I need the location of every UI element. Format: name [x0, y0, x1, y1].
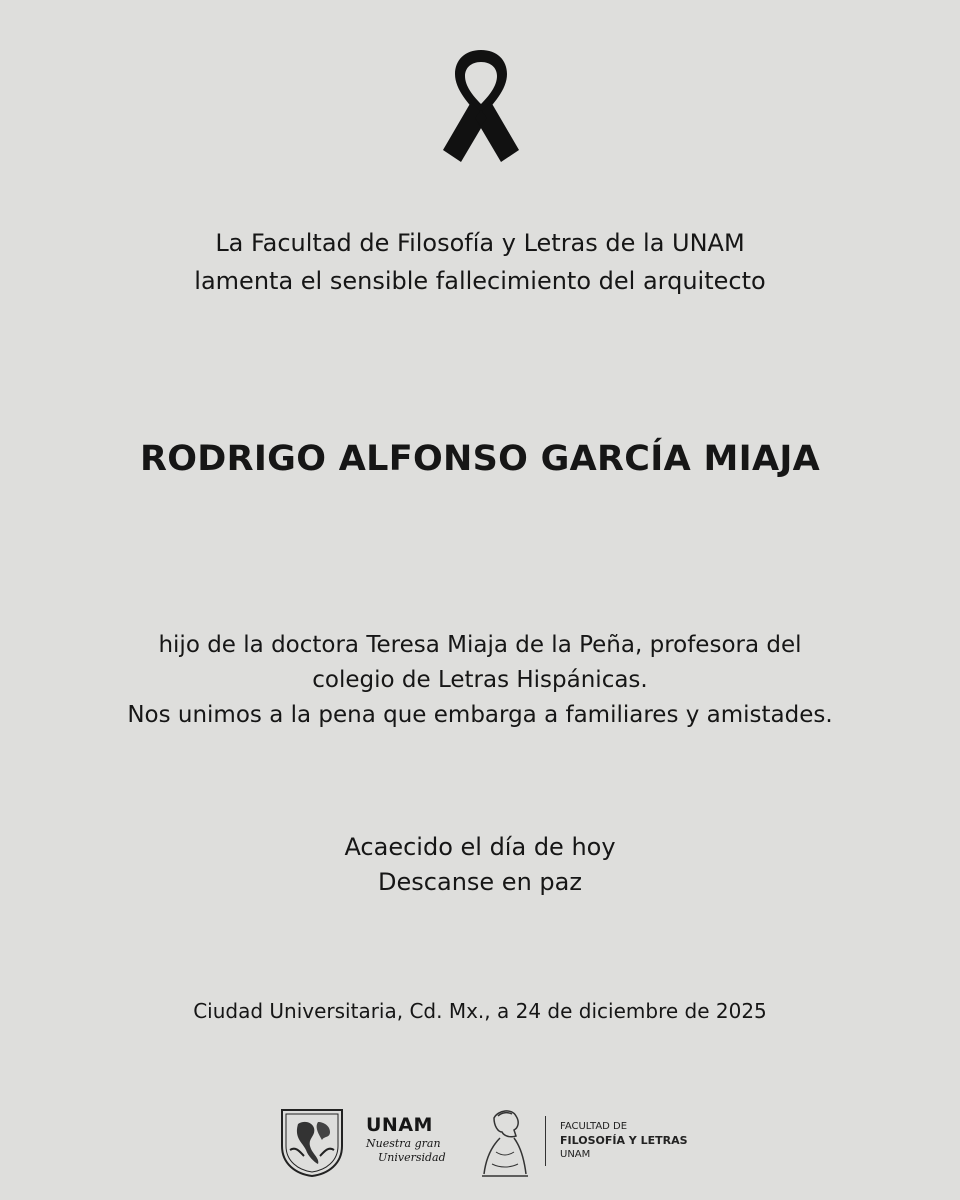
- closing-line-2: Descanse en paz: [378, 868, 582, 896]
- ffyl-wordmark: [560, 1120, 688, 1162]
- ffyl-line-1: FACULTAD DE: [560, 1121, 628, 1132]
- mourning-ribbon-icon: [441, 46, 521, 164]
- athena-icon: [476, 1106, 532, 1178]
- intro-text: [0, 224, 960, 300]
- deceased-name: RODRIGO ALFONSO GARCÍA MIAJA: [139, 439, 821, 479]
- logo-bar: [270, 1104, 700, 1180]
- intro-line-1: La Facultad de Filosofía y Letras de la UNAM: [215, 229, 745, 257]
- unam-slogan-line-2: Universidad: [378, 1151, 446, 1164]
- unam-seal-icon: [278, 1106, 346, 1178]
- closing-text: [0, 830, 960, 900]
- condolence-text: [0, 628, 960, 733]
- unam-slogan-line-1: Nuestra gran: [366, 1137, 441, 1150]
- unam-title: UNAM: [366, 1114, 433, 1136]
- closing-line-1: Acaecido el día de hoy: [344, 833, 616, 861]
- condolence-line-1: hijo de la doctora Teresa Miaja de la Peña, profesora del: [158, 632, 802, 658]
- condolence-line-2: colegio de Letras Hispánicas.: [312, 667, 648, 693]
- condolence-line-3: Nos unimos a la pena que embarga a familiares y amistades.: [127, 702, 833, 728]
- ffyl-line-3: UNAM: [560, 1149, 591, 1160]
- place-and-date: Ciudad Universitaria, Cd. Mx., a 24 de diciembre de 2025: [193, 999, 767, 1023]
- intro-line-2: lamenta el sensible fallecimiento del arquitecto: [194, 267, 766, 295]
- ffyl-line-2: FILOSOFÍA Y LETRAS: [560, 1134, 688, 1147]
- logo-divider: [545, 1116, 546, 1166]
- unam-wordmark: [366, 1114, 448, 1174]
